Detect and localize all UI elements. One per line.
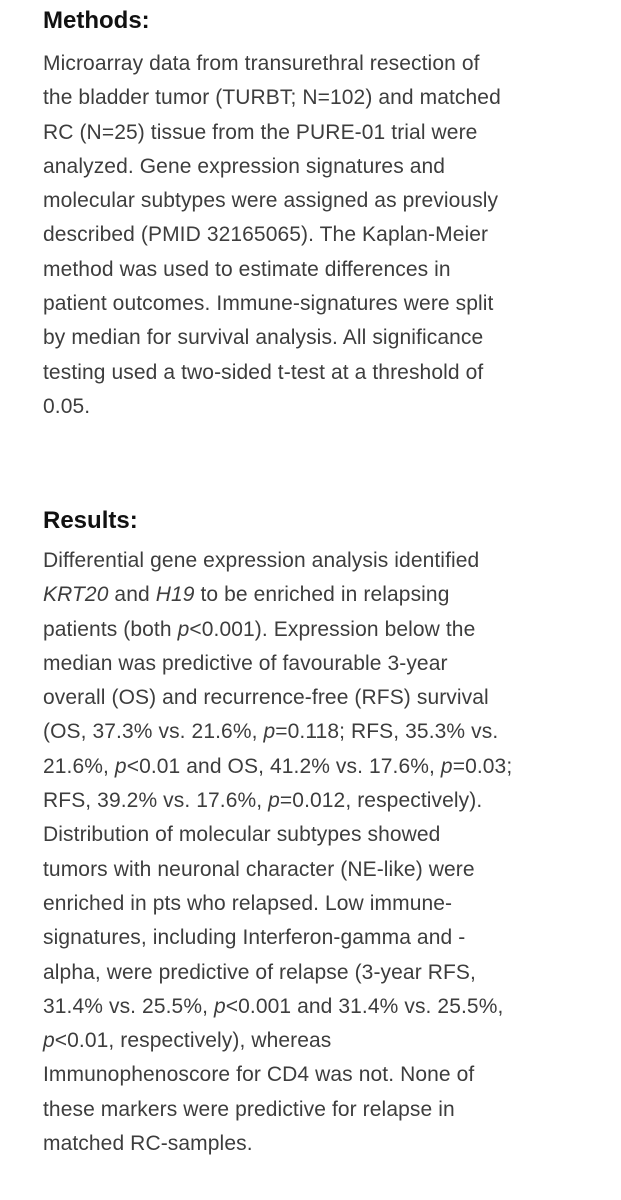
results-line: [43, 750, 583, 784]
results-line: Immunophenoscore for CD4 was not. None of: [43, 1063, 475, 1087]
gene-krt20: KRT20: [43, 583, 109, 607]
results-line: [43, 578, 583, 612]
methods-line: RC (N=25) tissue from the PURE-01 trial were: [43, 120, 478, 144]
gene-h19: H19: [155, 583, 195, 607]
results-text: 31.4% vs. 25.5%,: [43, 994, 214, 1018]
results-line: Distribution of molecular subtypes showed: [43, 823, 441, 847]
results-text: and: [108, 583, 156, 607]
results-line: [43, 784, 583, 818]
results-text: patients (both: [43, 617, 178, 641]
results-line: tumors with neuronal character (NE-like) were: [43, 857, 475, 881]
methods-line: Microarray data from transurethral resection of: [43, 52, 480, 75]
results-line: [43, 1024, 583, 1058]
results-line: [43, 990, 583, 1024]
methods-paragraph: [43, 47, 583, 424]
results-line: enriched in pts who relapsed. Low immune-: [43, 891, 453, 915]
results-text: (OS, 37.3% vs. 21.6%,: [43, 720, 264, 744]
p-value-symbol: p: [268, 789, 280, 813]
results-line: these markers were predictive for relapse in: [43, 1097, 455, 1121]
results-text: <0.001). Expression below the: [189, 617, 476, 641]
methods-line: 0.05.: [43, 394, 91, 418]
results-text: <0.01, respectively), whereas: [54, 1029, 332, 1053]
results-text: RFS, 39.2% vs. 17.6%,: [43, 789, 269, 813]
results-line: [43, 613, 583, 647]
results-text: =0.012, respectively).: [279, 789, 483, 813]
methods-line: by median for survival analysis. All significance: [43, 326, 484, 350]
results-line: signatures, including Interferon-gamma and -: [43, 926, 466, 950]
results-line: overall (OS) and recurrence-free (RFS) survival: [43, 686, 489, 710]
results-line: [43, 715, 583, 749]
results-line: median was predictive of favourable 3-year: [43, 651, 448, 675]
results-text: =0.118; RFS, 35.3% vs.: [275, 720, 499, 744]
methods-line: patient outcomes. Immune-signatures were split: [43, 292, 494, 316]
results-line: alpha, were predictive of relapse (3-year RFS,: [43, 960, 476, 984]
methods-heading: Methods:: [43, 7, 150, 34]
results-heading: Results:: [43, 507, 138, 534]
methods-line: method was used to estimate differences in: [43, 257, 451, 281]
p-value-symbol: p: [114, 754, 127, 778]
results-text: 21.6%,: [43, 754, 115, 778]
p-value-symbol: p: [440, 754, 453, 778]
methods-line: the bladder tumor (TURBT; N=102) and matched: [43, 86, 501, 110]
results-line: matched RC-samples.: [43, 1132, 253, 1156]
p-value-symbol: p: [43, 1029, 55, 1053]
results-text: to be enriched in relapsing: [194, 583, 450, 607]
results-text: =0.03;: [452, 754, 513, 778]
p-value-symbol: p: [263, 720, 276, 744]
methods-line: molecular subtypes were assigned as previously: [43, 189, 499, 213]
p-value-symbol: p: [213, 994, 226, 1018]
p-value-symbol: p: [177, 617, 190, 641]
results-paragraph: [43, 544, 583, 1161]
results-text: <0.01 and OS, 41.2% vs. 17.6%,: [126, 754, 441, 778]
results-text: <0.001 and 31.4% vs. 25.5%,: [225, 994, 504, 1018]
methods-line: described (PMID 32165065). The Kaplan-Meier: [43, 223, 489, 247]
results-line: Differential gene expression analysis identified: [43, 549, 480, 572]
methods-line: testing used a two-sided t-test at a threshold of: [43, 360, 484, 384]
methods-line: analyzed. Gene expression signatures and: [43, 154, 446, 178]
